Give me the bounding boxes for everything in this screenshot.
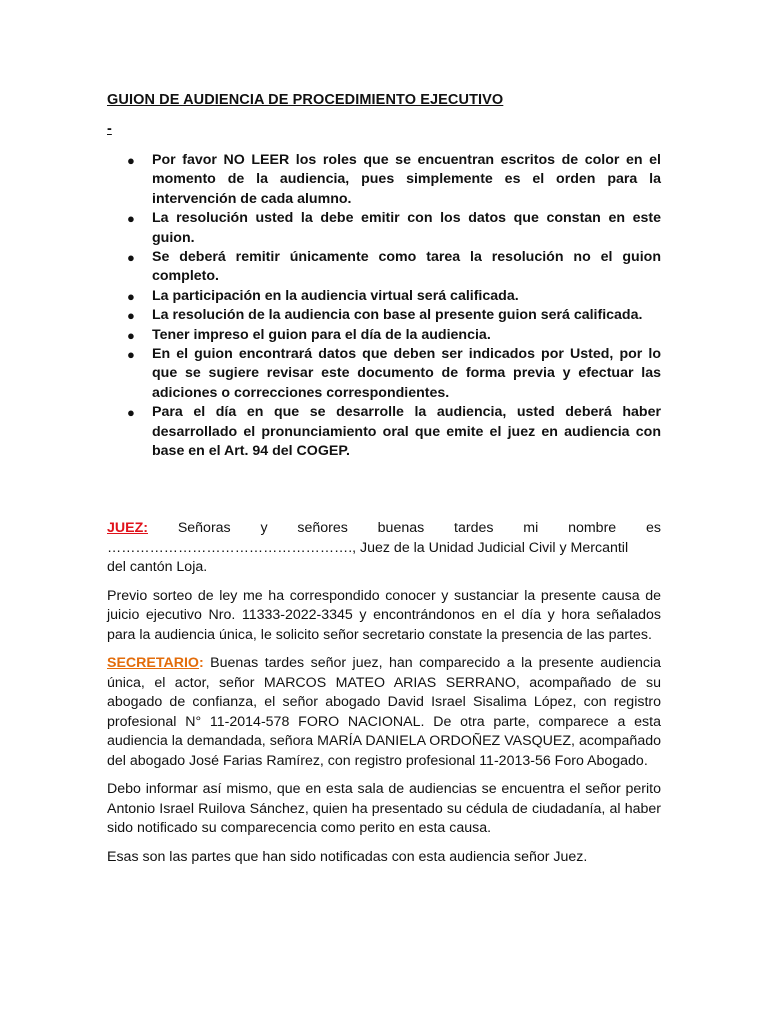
bullet-icon: ● — [127, 308, 135, 324]
document-title: GUION DE AUDIENCIA DE PROCEDIMIENTO EJECUTIVO — [107, 92, 504, 108]
secretario-colon: : — [198, 655, 204, 671]
instruction-item: ● Tener impreso el guion para el día de la audiencia. — [107, 326, 661, 345]
juez-label: JUEZ: — [107, 520, 148, 536]
bullet-icon: ● — [127, 153, 135, 168]
instruction-item: ● En el guion encontrará datos que deben ser indicados por Usted, por lo que se sugiere revisar este documento de forma previa y efectuar las adiciones o correcciones correspondientes. — [127, 346, 661, 401]
bullet-icon: ● — [127, 288, 135, 304]
instruction-item: ● Para el día en que se desarrolle la audiencia, usted deberá haber desarrollado el pronunciamiento oral que emite el juez en audiencia con base en el Art. 94 del COGEP. — [127, 404, 661, 460]
instruction-item: ● La resolución usted la debe emitir con los datos que constan en este guion. — [127, 210, 661, 246]
secretario-text: Buenas tardes señor juez, han comparecido a la presente audiencia única, el actor, señor MARCOS MATEO ARIAS SERRANO, acompañado de su abogado de confianza, el señor abogado David Israel Sisalima López, con registro profesional N° 11-2014-578 FORO NACIONAL. De otra parte, comparece a esta audiencia la demandada, señora MARÍA DANIELA ORDOÑEZ VASQUEZ, acompañado del abogado José Farias Ramírez, con registro profesional 11-2013-56 Foro Abogado. — [107, 655, 661, 769]
instruction-item: ● La participación en la audiencia virtual será calificada. — [107, 287, 661, 306]
juez-word: mi — [523, 520, 539, 536]
secretario-paragraph — [107, 654, 661, 771]
perito-paragraph: Debo informar así mismo, que en esta sala de audiencias se encuentra el señor perito Antonio Israel Ruilova Sánchez, quien ha presentado su cédula de ciudadanía, al haber sido notificado su comparecencia como perito en esta causa. — [107, 781, 661, 836]
bullet-icon: ● — [127, 405, 135, 421]
bullet-icon: ● — [127, 347, 135, 363]
juez-word: nombre — [568, 520, 617, 536]
juez-paragraph — [107, 519, 661, 578]
bullet-icon: ● — [127, 327, 135, 343]
secretario-label: SECRETARIO — [107, 655, 199, 671]
instruction-item: ● Por favor NO LEER los roles que se encuentran escritos de color en el momento de la audiencia, pues simplemente es el orden para la intervención de cada alumno. — [127, 152, 661, 207]
juez-line-2: ……………………………………………., Juez de la Unidad Judicial Civil y Mercantil — [107, 539, 629, 556]
juez-word: tardes — [454, 520, 494, 536]
bullet-icon: ● — [127, 211, 135, 227]
title-dash: - — [107, 121, 112, 137]
juez-word: buenas — [377, 520, 425, 536]
juez-word: señores — [297, 520, 348, 536]
juez-first-line — [107, 519, 661, 539]
juez-word: es — [646, 520, 661, 536]
sorteo-paragraph: Previo sorteo de ley me ha correspondido conocer y sustanciar la presente causa de juicio ejecutivo Nro. 11333-2022-3345 y encontrándonos en el día y hora señalados para la audiencia única, le solicito señor secretario constate la presencia de las partes. — [107, 587, 661, 643]
instructions-list — [107, 151, 661, 462]
juez-line-3: del cantón Loja. — [107, 559, 208, 575]
instruction-item: ● La resolución de la audiencia con base al presente guion será calificada. — [107, 306, 661, 325]
closing-paragraph: Esas son las partes que han sido notificadas con esta audiencia señor Juez. — [107, 848, 588, 865]
instruction-item: ● Se deberá remitir únicamente como tarea la resolución no el guion completo. — [127, 249, 661, 285]
juez-word: y — [260, 520, 268, 536]
bullet-icon: ● — [127, 250, 135, 266]
script-body — [107, 519, 661, 876]
juez-word: Señoras — [177, 520, 231, 536]
